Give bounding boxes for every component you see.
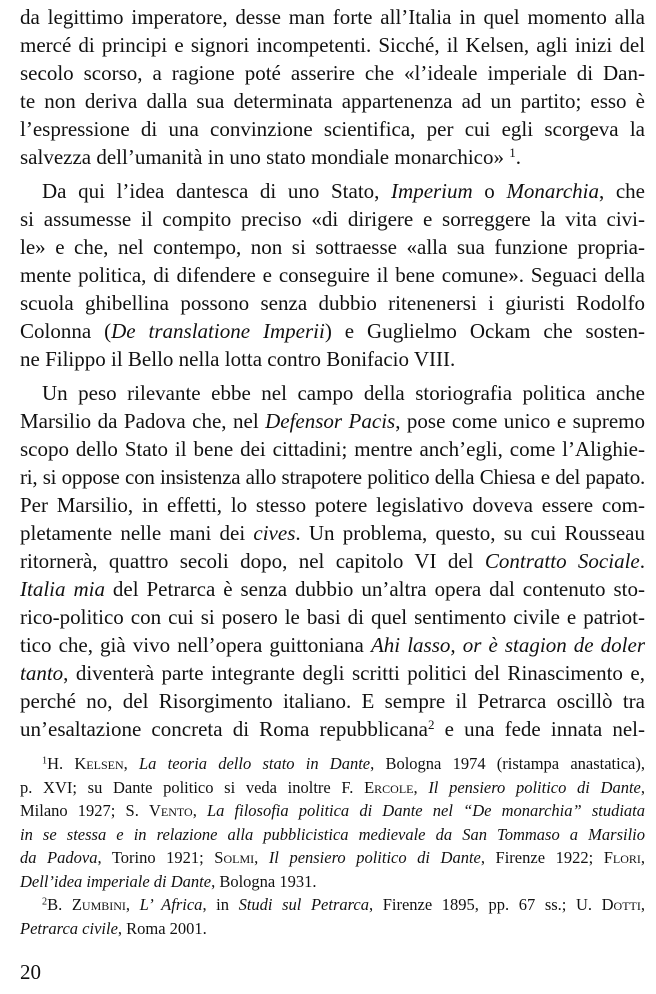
- text-line: Per Marsilio, in effetti, lo stesso potere legislativo doveva essere com-: [20, 493, 645, 517]
- footnote-ref-2: 2: [427, 716, 435, 732]
- text-line: Un peso rilevante ebbe nel campo della storiografia politica anche: [42, 381, 645, 405]
- footnote-line: Milano 1927; S. Vento, La filosofia politica di Dante nel “De monarchia” studiata: [20, 801, 645, 820]
- text-line: Marsilio da Padova che, nel Defensor Pacis, pose come unico e supremo: [20, 409, 645, 433]
- text-line: tico che, già vivo nell’opera guittoniana Ahi lasso, or è stagion de doler: [20, 633, 646, 657]
- paragraph-2: [20, 177, 645, 373]
- text-line: ne Filippo il Bello nella lotta contro Bonifacio VIII.: [20, 347, 456, 371]
- text-line: le» e che, nel contempo, non si sottraesse «alla sua funzione propria-: [20, 235, 645, 259]
- text-line: mente politica, di difendere e conseguire il bene comune». Seguaci della: [20, 263, 645, 287]
- footnote-ref-1: 1: [509, 144, 516, 160]
- text-line: rico-politico con cui si posero le basi di quel sentimento civile e patriot-: [20, 605, 645, 629]
- footnote-line: $^2$B. Zumbini, L’ Africa, in Studi sul Petrarca, Firenze 1895, pp. 67 ss.; U. Dotti,: [42, 895, 645, 914]
- footnote-line: da Padova, Torino 1921; Solmi, Il pensiero politico di Dante, Firenze 1922; Flori,: [20, 848, 646, 867]
- text-line: salvezza dell’umanità in uno stato mondiale monarchico» $^1$.: [20, 144, 522, 169]
- text-line: si assumesse il compito preciso «di dirigere e sorreggere la vita civi-: [20, 207, 645, 231]
- text-line: scopo dello Stato il bene dei cittadini; mentre anch’egli, come l’Alighie-: [20, 437, 645, 461]
- footnote-1: [20, 752, 645, 893]
- paragraph-3: [20, 379, 645, 743]
- footnote-line: in se stessa e in relazione alla pubblicistica medievale da San Tommaso a Marsilio: [20, 824, 645, 844]
- text-line: secolo scorso, a ragione poté asserire che «l’ideale imperiale di Dan-: [20, 61, 645, 85]
- text-line: da legittimo imperatore, desse man forte all’Italia in quel momento alla: [20, 5, 645, 29]
- footnote-line: $^1$H. Kelsen, La teoria dello stato in Dante, Bologna 1974 (ristampa anastatica),: [42, 754, 645, 773]
- text-line: ritornerà, quattro secoli dopo, nel capitolo VI del Contratto Sociale.: [20, 549, 645, 573]
- text-line: Da qui l’idea dantesca di uno Stato, Imperium o Monarchia, che: [42, 179, 645, 203]
- footnote-line: Dell’idea imperiale di Dante, Bologna 1931.: [20, 871, 317, 891]
- footnote-line: Petrarca civile, Roma 2001.: [20, 918, 207, 938]
- text-line: l’espressione di una convinzione scientifica, per cui egli scorgeva la: [20, 117, 645, 141]
- page-number: 20: [20, 960, 41, 984]
- paragraph-1: [20, 3, 645, 171]
- text-line: scuola ghibellina possono senza dubbio ritenenersi i giuristi Rodolfo: [20, 291, 645, 315]
- footnote-2: [20, 893, 645, 940]
- text-line: un’esaltazione concreta di Roma repubblicana$^2$ e una fede innata nel-: [20, 716, 645, 741]
- text-line: mercé di principi e signori incompetenti. Sicché, il Kelsen, agli inizi del: [20, 33, 645, 57]
- body-text: [20, 3, 645, 743]
- text-line: Colonna (De translatione Imperii) e Guglielmo Ockam che sosten-: [20, 319, 645, 343]
- text-line: Italia mia del Petrarca è senza dubbio un’altra opera dal contenuto sto-: [20, 577, 645, 601]
- text-line: tanto, diventerà parte integrante degli scritti politici del Rinascimento e,: [20, 661, 645, 685]
- text-line: te non deriva dalla sua determinata appartenenza ad un partito; esso è: [20, 89, 645, 113]
- text-line: perché no, del Risorgimento italiano. E sempre il Petrarca oscillò tra: [20, 689, 645, 713]
- text-line: ri, si oppose con insistenza allo strapotere politico della Chiesa e del papato.: [20, 465, 645, 489]
- footnote-line: p. XVI; su Dante politico si veda inoltre F. Ercole, Il pensiero politico di Dante,: [20, 777, 646, 797]
- footnotes: [20, 752, 645, 940]
- text-line: pletamente nelle mani dei cives. Un problema, questo, su cui Rousseau: [20, 521, 645, 545]
